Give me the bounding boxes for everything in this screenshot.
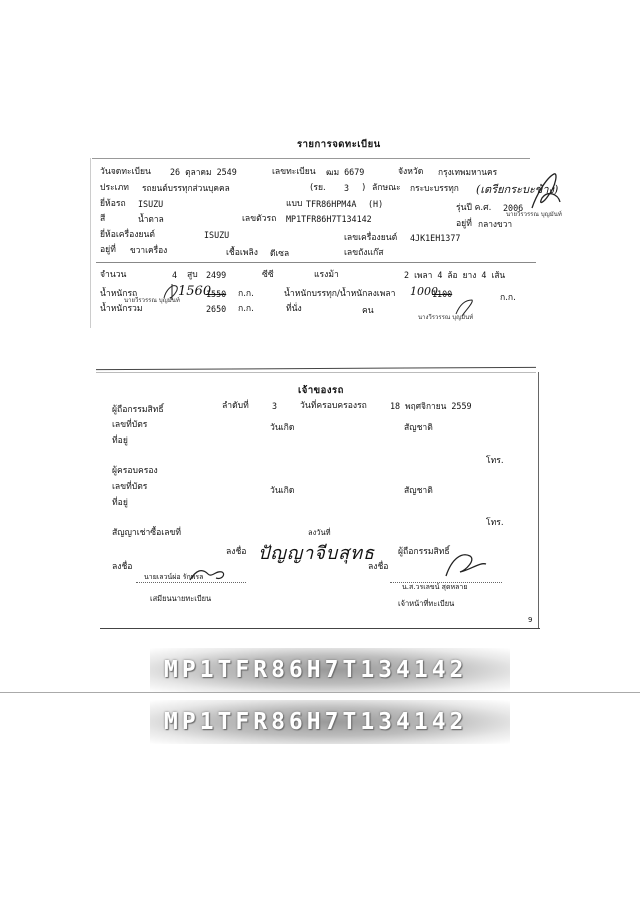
engine-location: ขวาเครื่อง — [130, 245, 168, 255]
brand-label: ยี่ห้อรถ — [100, 199, 126, 209]
left-signer-name: นายเลวน์ผ่อ รักพรล — [144, 573, 204, 581]
fuel: ดีเซล — [270, 248, 290, 258]
load-unit: ก.ก. — [500, 293, 516, 303]
gross-unit: ก.ก. — [238, 304, 254, 314]
possessor-label: ผู้ครอบครอง — [112, 466, 158, 476]
section-divider — [96, 262, 536, 263]
rs-label: (รย. — [310, 183, 326, 193]
reg-date: 26 ตุลาคม 2549 — [170, 167, 237, 177]
reg-no: ฒม 6679 — [326, 167, 365, 177]
engine-brand: ISUZU — [204, 230, 230, 240]
gross-label: น้ำหนักรวม — [100, 304, 143, 314]
chassis-rubbing-1-text: MP1TFR86H7T134142 — [164, 657, 468, 683]
body-label: ลักษณะ — [372, 183, 401, 193]
possessor-phone-label: โทร. — [486, 518, 504, 528]
reg-no-label: เลขทะเบียน — [272, 167, 316, 177]
lease-label: สัญญาเช่าซื้อเลขที่ — [112, 528, 182, 538]
right-signer-role: เจ้าหน้าที่ทะเบียน — [398, 599, 455, 608]
weight-unit: ก.ก. — [238, 289, 254, 299]
holder-id-label: เลขที่บัตร — [112, 420, 148, 430]
engine-loc-label: อยู่ที่ — [100, 245, 116, 255]
officer-note: นายวีรวรรณ บุญมันท์ — [124, 297, 180, 304]
color-label: สี — [100, 214, 106, 224]
load-handwritten: 1000 — [410, 285, 438, 298]
possession-date: 18 พฤศจิกายน 2559 — [390, 401, 472, 411]
cylinders-label: จำนวน — [100, 270, 127, 280]
location-label: อยู่ที่ — [456, 219, 472, 229]
left-sign-label: ลงชื่อ — [112, 562, 133, 572]
load-label: น้ำหนักบรรทุก/น้ำหนักลงเพลา — [284, 289, 396, 299]
holder-phone-label: โทร. — [486, 456, 504, 466]
possession-date-label: วันที่ครอบครองรถ — [300, 401, 367, 411]
displacement-unit: ซีซี — [262, 270, 274, 280]
model-suffix: (H) — [368, 199, 384, 209]
title-divider — [92, 158, 530, 159]
chassis-rubbing-2 — [150, 700, 510, 744]
initial-signature-icon — [160, 280, 184, 304]
chassis-rubbing-2-text: MP1TFR86H7T134142 — [164, 709, 468, 735]
province-label: จังหวัด — [398, 167, 424, 177]
holder-label: ผู้ถือกรรมสิทธิ์ — [112, 405, 164, 415]
load-struck: 1100 — [432, 289, 453, 299]
fold-line — [96, 367, 536, 370]
gross-weight: 2650 — [206, 304, 227, 314]
cylinders: 4 — [172, 270, 178, 280]
chassis-number: MP1TFR86H7T134142 — [286, 214, 372, 224]
model-label: แบบ — [286, 199, 303, 209]
page-number: 9 — [528, 616, 533, 624]
sign-label: ลงชื่อ — [226, 547, 247, 557]
possessor-nationality-label: สัญชาติ — [404, 486, 433, 496]
body-handwritten: (เตรียกระบะข้าง) — [476, 183, 559, 196]
displacement: 2499 — [206, 270, 227, 280]
holder-birth-label: วันเกิด — [270, 423, 295, 433]
left-signer-role: เสมียนนายทะเบียน — [150, 594, 212, 603]
right-sign-label: ลงชื่อ — [368, 562, 389, 572]
sign-holder-label: ผู้ถือกรรมสิทธิ์ — [398, 547, 450, 557]
possessor-id-label: เลขที่บัตร — [112, 482, 148, 492]
seats-label: ที่นั่ง — [286, 304, 302, 314]
chassis-label: เลขตัวรถ — [242, 214, 277, 224]
possessor-birth-label: วันเกิด — [270, 486, 295, 496]
engine-brand-label: ยี่ห้อเครื่องยนต์ — [100, 230, 156, 240]
section-right-edge — [538, 372, 539, 628]
registration-title: รายการจดทะเบียน — [297, 139, 381, 150]
year: 2006 — [503, 203, 524, 213]
color: น้ำตาล — [138, 214, 164, 224]
fold-line — [96, 372, 536, 373]
gas-tank-label: เลขถังแก๊ส — [344, 248, 384, 258]
weight-struck: 1550 — [206, 289, 227, 299]
seq-number: 3 — [272, 401, 278, 411]
page-left-edge — [90, 158, 91, 328]
owner-title: เจ้าของรถ — [298, 385, 344, 396]
cylinders-unit: สูบ — [187, 270, 198, 280]
type-label: ประเภท — [100, 183, 129, 193]
engine-number: 4JK1EH1377 — [410, 233, 461, 243]
axles-wheels: 2 เพลา 4 ล้อ ยาง 4 เส้น — [404, 270, 506, 280]
rs-close: ) — [362, 183, 366, 193]
right-signer-name: น.ส.วรเลขน์ สุดหลาย — [402, 583, 468, 591]
holder-signature: ปัญญาจีบสุทธ — [258, 543, 376, 564]
holder-address-label: ที่อยู่ — [112, 436, 128, 446]
officer-note: นายวีรวรรณ บุญมันท์ — [506, 211, 562, 218]
model: TFR86HPM4A — [306, 199, 357, 209]
chassis-rubbing-1 — [150, 648, 510, 692]
reg-date-label: วันจดทะเบียน — [100, 167, 151, 177]
sign-date-small: ลงวันที่ — [308, 528, 331, 537]
horsepower-label: แรงม้า — [314, 270, 339, 280]
officer-note: นางวีรวรรณ บุญมันท์ — [418, 314, 474, 321]
persons-unit: คน — [362, 306, 374, 316]
rubbing-divider — [0, 692, 640, 693]
rs-value: 3 — [344, 183, 350, 193]
location: กลางขวา — [478, 219, 513, 229]
engine-no-label: เลขเครื่องยนต์ — [344, 233, 398, 243]
possessor-address-label: ที่อยู่ — [112, 498, 128, 508]
section-bottom-line — [100, 628, 540, 629]
brand: ISUZU — [138, 199, 164, 209]
seq-label: ลำดับที่ — [222, 401, 249, 411]
initial-signature-icon — [452, 296, 478, 320]
initial-signature-icon — [526, 168, 566, 216]
weight-label: น้ำหนักรถ — [100, 289, 138, 299]
province: กรุงเทพมหานคร — [438, 167, 498, 177]
signature-icon — [440, 548, 492, 582]
weight-handwritten: 1560 — [178, 284, 212, 299]
fuel-label: เชื้อเพลิง — [226, 248, 258, 258]
holder-nationality-label: สัญชาติ — [404, 423, 433, 433]
year-label: รุ่นปี ค.ศ. — [456, 203, 492, 213]
vehicle-type: รถยนต์บรรทุกส่วนบุคคล — [142, 183, 230, 193]
body-type: กระบะบรรทุก — [410, 183, 459, 193]
